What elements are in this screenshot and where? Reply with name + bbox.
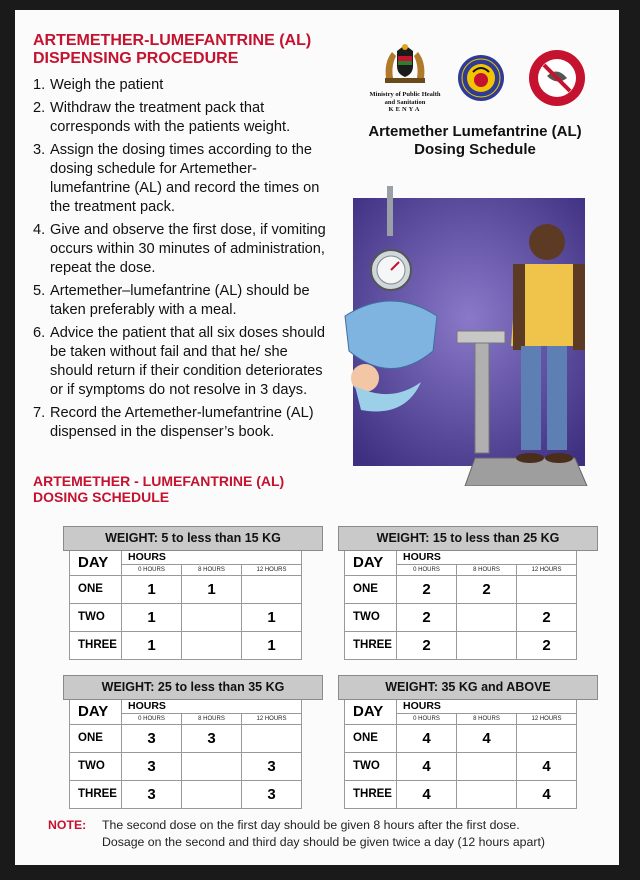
dosing-title-line1: ARTEMETHER - LUMEFANTRINE (AL) — [33, 473, 285, 489]
table-header-row — [70, 700, 301, 725]
hour-col-12: 12 HOURS — [241, 565, 301, 575]
dosing-grid — [69, 551, 302, 660]
hour-col-0: 0 HOURS — [413, 567, 440, 573]
hour-subheaders — [397, 564, 576, 575]
malaria-control-logo-icon — [457, 54, 505, 102]
dose-cell — [456, 781, 516, 808]
hour-subheaders — [122, 713, 301, 724]
day-cell: TWO — [345, 753, 397, 780]
hours-column-header — [122, 551, 301, 575]
table-row — [345, 725, 576, 753]
schedule-heading-line2: Dosing Schedule — [414, 141, 536, 158]
dose-cell: 2 — [456, 576, 516, 603]
dose-cell: 4 — [422, 730, 431, 747]
note-label: NOTE: — [48, 818, 87, 832]
dose-cell — [516, 576, 576, 603]
table-row — [70, 781, 301, 808]
table-weight-header: WEIGHT: 25 to less than 35 KG — [63, 675, 323, 700]
procedure-step: 1. Weigh the patient — [33, 77, 164, 93]
dose-cell — [456, 604, 516, 631]
day-cell: ONE — [345, 576, 397, 603]
hour-col-8: 8 HOURS — [456, 565, 516, 575]
procedure-step: 2. Withdraw the treatment pack that corresponds with the patients weight. — [33, 100, 291, 135]
procedure-step: 4. Give and observe the first dose, if vomiting occurs within 30 minutes of administration, repeat the dose. — [33, 222, 326, 276]
table-weight-header: WEIGHT: 35 KG and ABOVE — [338, 675, 598, 700]
day-column-header: DAY — [70, 551, 122, 575]
table-row — [345, 604, 576, 632]
table-row — [345, 632, 576, 659]
dose-cell: 3 — [147, 786, 156, 803]
hour-col-0: 0 HOURS — [138, 716, 165, 722]
day-cell: ONE — [70, 725, 122, 752]
hours-label: HOURS — [403, 551, 441, 563]
hour-col-8: 8 HOURS — [181, 565, 241, 575]
table-row — [70, 753, 301, 781]
dose-cell: 2 — [422, 609, 431, 626]
dose-cell — [456, 753, 516, 780]
dose-cell: 3 — [241, 753, 301, 780]
dosing-table-5-15kg — [63, 526, 323, 660]
dose-cell: 2 — [516, 632, 576, 659]
dosing-grid — [344, 551, 577, 660]
dose-cell — [241, 725, 301, 752]
dosing-grid — [69, 700, 302, 809]
dose-cell: 1 — [241, 632, 301, 659]
dosing-table-25-35kg — [63, 675, 323, 809]
dosing-title — [33, 473, 353, 505]
coat-of-arms-icon — [380, 42, 430, 86]
day-cell: THREE — [345, 781, 397, 808]
logos-group — [355, 42, 605, 122]
dose-cell — [456, 632, 516, 659]
dose-cell: 1 — [147, 581, 156, 598]
procedure-step: 3. Assign the dosing times according to the dosing schedule for Artemether-lumefantrine (AL) and record the times on the treatment pack. — [33, 142, 320, 215]
hours-column-header — [397, 700, 576, 724]
dose-cell: 3 — [147, 758, 156, 775]
table-header-row — [345, 551, 576, 576]
dose-cell: 2 — [516, 604, 576, 631]
dose-cell: 4 — [422, 758, 431, 775]
day-cell: ONE — [70, 576, 122, 603]
dose-cell: 4 — [516, 753, 576, 780]
procedure-steps — [33, 76, 333, 446]
hour-subheaders — [397, 713, 576, 724]
hours-label: HOURS — [128, 551, 166, 563]
weighing-illustration — [325, 186, 605, 486]
table-row — [70, 632, 301, 659]
dose-cell: 4 — [456, 725, 516, 752]
ministry-name-line1: Ministry of Public Health — [369, 91, 441, 98]
day-column-header: DAY — [70, 700, 122, 724]
hour-col-12: 12 HOURS — [241, 714, 301, 724]
day-column-header: DAY — [345, 551, 397, 575]
dose-cell — [181, 781, 241, 808]
dose-cell: 1 — [147, 637, 156, 654]
dose-cell: 4 — [516, 781, 576, 808]
hour-col-8: 8 HOURS — [181, 714, 241, 724]
table-header-row — [70, 551, 301, 576]
procedure-step: 6. Advice the patient that all six doses should be taken without fail and that he/ she should return if their condition deteriorates or if symptoms do not resolve in 3 days. — [33, 325, 326, 398]
dose-cell: 3 — [181, 725, 241, 752]
schedule-heading — [340, 123, 610, 159]
dosing-table-15-25kg — [338, 526, 598, 660]
dose-cell — [241, 576, 301, 603]
schedule-heading-line1: Artemether Lumefantrine (AL) — [368, 123, 582, 140]
komesha-malaria-logo-icon — [527, 48, 587, 108]
ministry-name-line2: and Sanitation — [384, 98, 426, 106]
day-cell: ONE — [345, 725, 397, 752]
day-cell: TWO — [345, 604, 397, 631]
day-column-header: DAY — [345, 700, 397, 724]
table-header-row — [345, 700, 576, 725]
table-row — [70, 604, 301, 632]
note-line2: Dosage on the second and third day should be given twice a day (12 hours apart) — [102, 835, 545, 849]
hours-column-header — [122, 700, 301, 724]
hours-column-header — [397, 551, 576, 575]
hour-col-12: 12 HOURS — [516, 565, 576, 575]
procedure-step: 7. Record the Artemether-lumefantrine (AL) dispensed in the dispenser’s book. — [33, 405, 314, 440]
hour-col-8: 8 HOURS — [456, 714, 516, 724]
dose-cell: 2 — [422, 581, 431, 598]
dosing-title-line2: DOSING SCHEDULE — [33, 489, 170, 505]
table-row — [70, 725, 301, 753]
hours-label: HOURS — [128, 700, 166, 712]
hour-col-0: 0 HOURS — [413, 716, 440, 722]
dose-cell — [181, 632, 241, 659]
procedure-title-line2: DISPENSING PROCEDURE — [33, 50, 239, 67]
dosing-grid — [344, 700, 577, 809]
dose-cell — [516, 725, 576, 752]
procedure-title-line1: ARTEMETHER-LUMEFANTRINE (AL) — [33, 32, 312, 49]
hours-label: HOURS — [403, 700, 441, 712]
table-row — [345, 753, 576, 781]
dosing-table-35kg-above — [338, 675, 598, 809]
ministry-name-line3: KENYA — [388, 106, 422, 113]
hour-subheaders — [122, 564, 301, 575]
day-cell: THREE — [70, 781, 122, 808]
dose-cell: 3 — [147, 730, 156, 747]
table-weight-header: WEIGHT: 5 to less than 15 KG — [63, 526, 323, 551]
dose-cell: 4 — [422, 786, 431, 803]
kenya-ministry-logo — [355, 42, 455, 114]
dose-cell — [181, 753, 241, 780]
dose-cell: 3 — [241, 781, 301, 808]
procedure-step: 5. Artemether–lumefantrine (AL) should be taken preferably with a meal. — [33, 283, 310, 318]
table-row — [70, 576, 301, 604]
hour-col-0: 0 HOURS — [138, 567, 165, 573]
note-line1: The second dose on the first day should be given 8 hours after the first dose. — [102, 818, 520, 832]
dose-cell: 1 — [181, 576, 241, 603]
day-cell: THREE — [345, 632, 397, 659]
dose-cell — [181, 604, 241, 631]
dose-cell: 2 — [422, 637, 431, 654]
table-row — [345, 781, 576, 808]
dosing-note — [48, 817, 608, 851]
table-row — [345, 576, 576, 604]
day-cell: THREE — [70, 632, 122, 659]
hour-col-12: 12 HOURS — [516, 714, 576, 724]
dose-cell: 1 — [147, 609, 156, 626]
table-weight-header: WEIGHT: 15 to less than 25 KG — [338, 526, 598, 551]
day-cell: TWO — [70, 753, 122, 780]
dose-cell: 1 — [241, 604, 301, 631]
procedure-title — [33, 32, 353, 68]
day-cell: TWO — [70, 604, 122, 631]
